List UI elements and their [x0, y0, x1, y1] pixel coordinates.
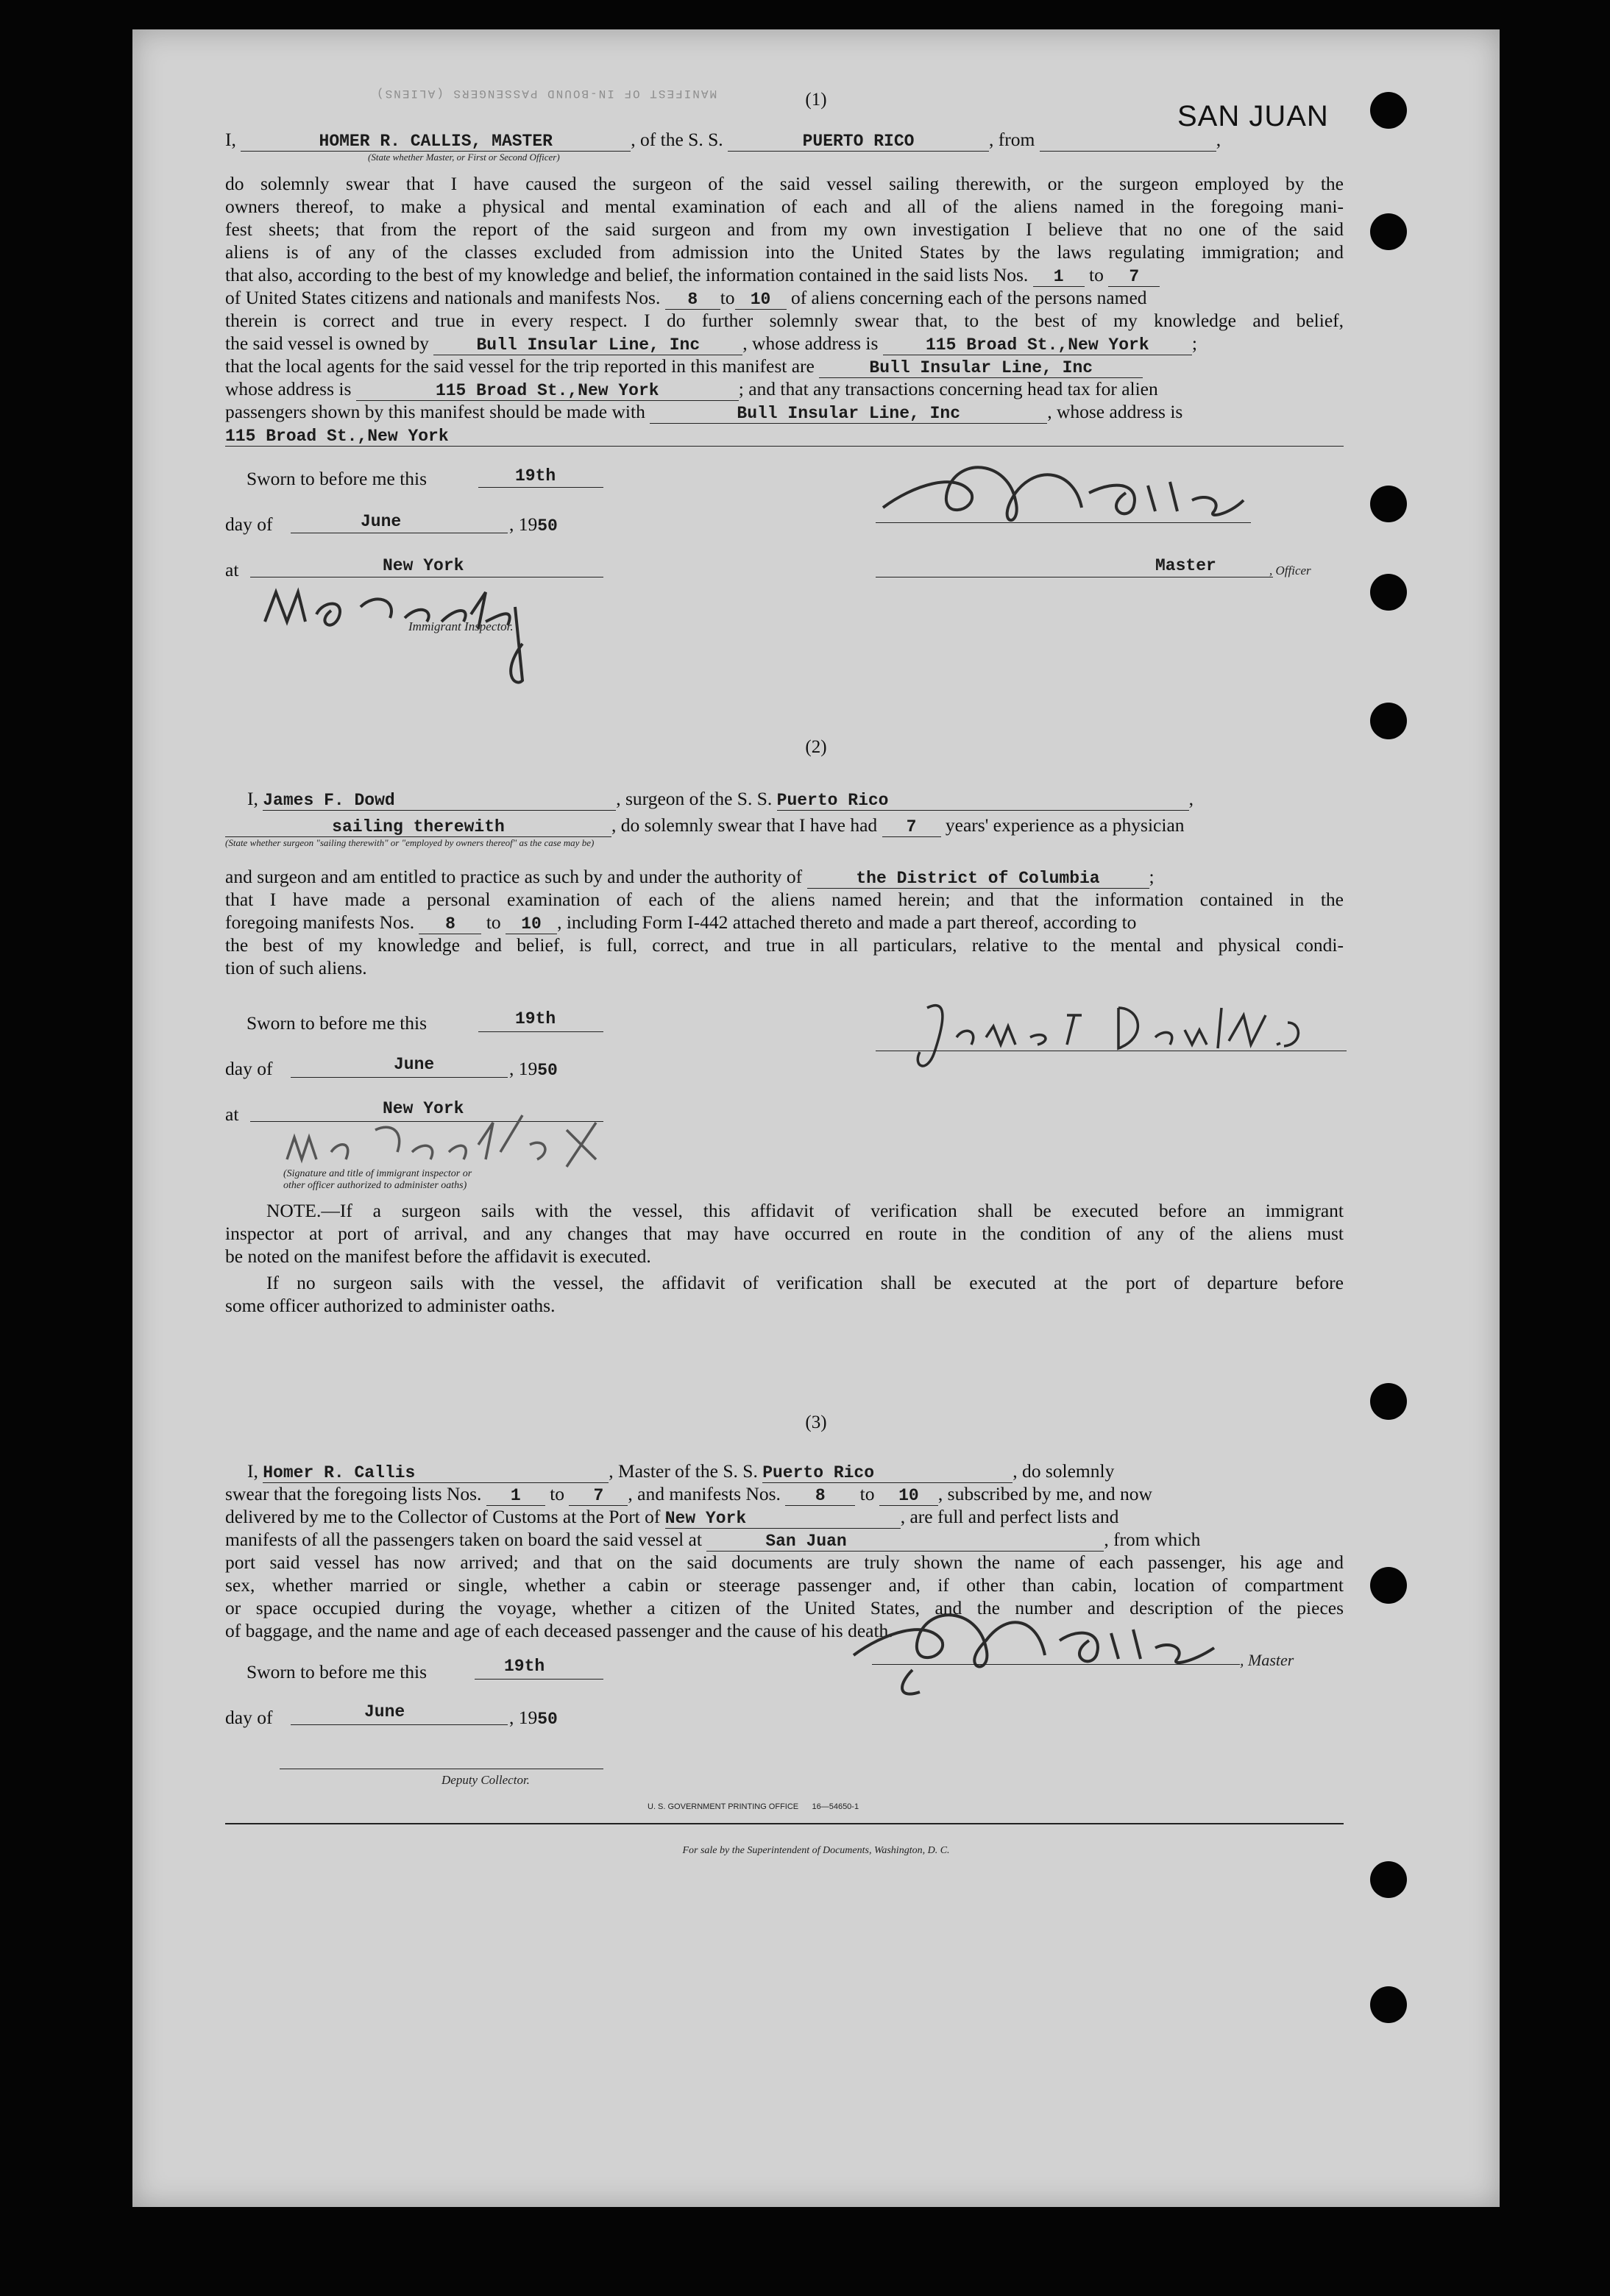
s3-line-3: delivered by me to the Collector of Customs at the Port of New York , are full and perfect lists and: [225, 1506, 1119, 1528]
s2-place: New York: [383, 1099, 464, 1118]
s1-lists-from: 1: [1033, 267, 1085, 287]
s2-note-3: be noted on the manifest before the affidavit is executed.: [225, 1245, 651, 1267]
s2-sig-hint-2: other officer authorized to administer oaths): [283, 1180, 467, 1191]
s1-para-3: fest sheets; that from the report of the said surgeon and from my own investigation I believe that no one of the said: [225, 218, 1344, 240]
s2-at-label: at: [225, 1103, 239, 1125]
s1-officer-label: , Officer: [1269, 564, 1311, 577]
s1-owner: Bull Insular Line, Inc: [433, 335, 742, 355]
s1-month: June: [361, 512, 402, 531]
s2-para-4: the best of my knowledge and belief, is full, correct, and true in all particulars, relative to the mental and physical condi-: [225, 934, 1344, 956]
punch-hole-9: [1370, 1986, 1407, 2023]
s1-agents-address: 115 Broad St.,New York: [356, 381, 739, 401]
punch-hole-2: [1370, 213, 1407, 250]
s3-master-name: Homer R. Callis: [263, 1463, 609, 1483]
s1-master-signature: [868, 441, 1310, 544]
s1-day-of-label: day of: [225, 513, 273, 535]
port-stamp: SAN JUAN: [1177, 100, 1329, 132]
s1-place: New York: [383, 556, 464, 575]
s1-headtax-address: 115 Broad St.,New York: [225, 427, 1344, 447]
s2-para-5: tion of such aliens.: [225, 957, 367, 978]
s1-para-7: therein is correct and true in every respect. I do further solemnly swear that, to the best of my knowledge and belief,: [225, 310, 1344, 331]
s1-year: 50: [537, 516, 558, 536]
s2-sig-hint-1: (Signature and title of immigrant inspector or: [283, 1168, 472, 1179]
s2-sworn-day: 19th: [515, 1009, 556, 1028]
punch-hole-6: [1370, 1383, 1407, 1420]
s3-line-4: manifests of all the passengers taken on board the said vessel at San Juan , from which: [225, 1529, 1201, 1551]
s2-note-1: NOTE.—If a surgeon sails with the vessel, this affidavit of verification shall be executed before an immigrant: [266, 1200, 1344, 1221]
faint-header-text: MANIFEST OF IN-BOUND PASSENGERS (ALIENS): [375, 87, 717, 100]
s3-line-2: swear that the foregoing lists Nos. 1 to 7 , and manifests Nos. 8 to 10 , subscribed by me, and now: [225, 1483, 1152, 1505]
s1-para-8: the said vessel is owned by Bull Insular Line, Inc , whose address is 115 Broad St.,New York ;: [225, 333, 1197, 355]
s3-manifests-from: 8: [785, 1486, 855, 1506]
s2-sailing: sailing therewith: [225, 817, 611, 837]
section-1-number: (1): [805, 90, 827, 110]
s3-lists-to: 7: [569, 1486, 628, 1506]
s2-inspector-signature: [272, 1101, 625, 1181]
s1-manifests-from: 8: [665, 290, 720, 310]
s3-line-1: I, Homer R. Callis , Master of the S. S. Puerto Rico , do solemnly: [247, 1460, 1115, 1482]
s1-officer-title: Master: [1155, 556, 1216, 575]
s3-master-label: , Master: [1240, 1651, 1294, 1669]
s3-sworn-label: Sworn to before me this: [247, 1661, 428, 1682]
s1-owner-address: 115 Broad St.,New York: [883, 335, 1192, 355]
s3-ship-name: Puerto Rico: [762, 1463, 1013, 1483]
s3-lists-from: 1: [486, 1486, 545, 1506]
s2-para-3: foregoing manifests Nos. 8 to 10 , including Form I-442 attached thereto and made a part thereof, according to: [225, 911, 1137, 934]
s1-sworn-label: Sworn to before me this: [247, 468, 428, 489]
s3-deputy-label: Deputy Collector.: [441, 1773, 530, 1787]
s2-para-1: and surgeon and am entitled to practice as such by and under the authority of the District of Columbia ;: [225, 866, 1155, 888]
s1-inspector-signature: [250, 577, 603, 695]
s1-master-name: HOMER R. CALLIS, MASTER: [241, 132, 631, 152]
s2-para-2: that I have made a personal examination of each of the aliens named herein; and that the information contained in the: [225, 889, 1344, 910]
s2-note-4: If no surgeon sails with the vessel, the affidavit of verification shall be executed at the port of departure before: [266, 1272, 1344, 1293]
s1-para-10: whose address is 115 Broad St.,New York ; and that any transactions concerning head tax for alien: [225, 378, 1158, 400]
s3-master-signature: [839, 1589, 1251, 1699]
s1-sworn-day: 19th: [515, 466, 556, 486]
punch-hole-3: [1370, 486, 1407, 522]
s1-para-2: owners thereof, to make a physical and mental examination of each and all of the aliens named in the foregoing mani-: [225, 196, 1344, 217]
s1-lists-to: 7: [1108, 267, 1160, 287]
s2-years: 7: [882, 817, 941, 837]
s1-master-hint: (State whether Master, or First or Second Officer): [368, 152, 560, 163]
s3-para-6: sex, whether married or single, whether a cabin or steerage passenger and, if other than cabin, location of compartment: [225, 1574, 1344, 1596]
s3-day-of-label: day of: [225, 1707, 273, 1728]
s3-port: New York: [665, 1509, 901, 1529]
s2-surgeon-signature: [898, 986, 1310, 1089]
s2-line-2: sailing therewith , do solemnly swear that I have had 7 years' experience as a physician: [225, 814, 1344, 837]
s2-manifests-from: 8: [419, 914, 481, 934]
s1-from-blank: [1040, 132, 1216, 152]
s1-para-5: that also, according to the best of my knowledge and belief, the information contained in the said lists Nos. 1 to 7: [225, 263, 1344, 287]
s3-month: June: [364, 1702, 405, 1721]
s3-year: 50: [537, 1710, 558, 1729]
sale-line: For sale by the Superintendent of Documents, Washington, D. C.: [682, 1845, 950, 1856]
punch-hole-5: [1370, 703, 1407, 739]
s1-line-1: I, HOMER R. CALLIS, MASTER , of the S. S. PUERTO RICO , from ,: [225, 129, 1221, 151]
s1-ship-name: PUERTO RICO: [728, 132, 989, 152]
s1-agents: Bull Insular Line, Inc: [819, 358, 1143, 378]
s3-para-5: port said vessel has now arrived; and that on the said documents are truly shown the name of each passenger, his age and: [225, 1552, 1344, 1573]
punch-hole-7: [1370, 1567, 1407, 1604]
s1-para-6: of United States citizens and nationals and manifests Nos. 8 to 10 of aliens concerning each of the persons named: [225, 287, 1147, 309]
s2-surgeon-name: James F. Dowd: [263, 791, 616, 811]
punch-hole-1: [1370, 92, 1407, 129]
s3-manifests-to: 10: [879, 1486, 938, 1506]
s1-headtax-party: Bull Insular Line, Inc: [650, 404, 1047, 424]
punch-hole-8: [1370, 1861, 1407, 1898]
s2-month: June: [394, 1055, 435, 1074]
s1-manifests-to: 10: [735, 290, 787, 310]
manifest-page: MANIFEST OF IN-BOUND PASSENGERS (ALIENS) SAN JUAN (1) I, HOMER R. CALLIS, MASTER , of the S. S. PUERTO RICO , from , (State whether Master, or First or Second Officer) do solemnly swear that I have caused the surgeon of the said vessel sailing therewith, or the surgeon employed by the owners thereof, to make a physical and mental examination of each and all of the aliens named in the foregoing mani- fest sheets; that from the report of the said surgeon and from my own investigation I believe that no one of the said aliens is of any of the classes excluded from admission into the United States by the laws regulating immigration; and that also, according to the best of my knowledge and belief, the information contained in the said lists Nos. 1 to 7 of United States citizens and nationals and manifests Nos. 8 to 10 of aliens concerning each of the persons named therein is correct and true in every respect. I do further solemnly swear that, to the best of my knowledge and belief, the said vessel is owned by Bull Insular Line, Inc , whose address is 115 Broad St.,New York ; that the local agents for the said vessel for the trip reported in this manifest are Bull Insular Line, Inc whose address is 115 Broad St.,New York ; and that any transactions concerning head tax for alien passengers shown by this manifest should be made with Bull Insular Line, Inc , whose address is 115 Broad St.,New York Sworn to before me this 19th day of June , 1950 at New York Immigrant Inspector. Master , Officer (2) I, James F. Dowd , surgeon of the S. S. Puerto Rico , sailing therewith , do solemnly swear that I have had 7 years' experience as a physician (State whether surgeon "sailing therewith" or "employed by owners thereof" as the case may be) and surgeon and am entitled to practice as such by and under the authority of the District of Columbia ; that I have made a personal examination of each of the aliens named herein; and that the information contained in the foregoing manifests Nos. 8 to 10 , including Form I-442 attached thereto and made a part thereof, according to the best of my knowledge and belief, is full, correct, and true in all particulars, relative to the mental and physical condi- tion of such aliens. Sworn to before me this 19th day of June , 1950 at New York (Signature and title of immigrant inspector or other officer authorized to administer oaths) NOTE.—If a surgeon sails with the vessel, this affidavit of verification shall be executed before an immigrant inspector at port of arrival, and any changes that may have occurred en route in the condition of any of the aliens must be noted on the manifest before the affidavit is executed. If no surgeon sails with the vessel, the affidavit of verification shall be executed at the port of departure before some officer authorized to administer oaths. (3) I, Homer R. Callis , Master of the S. S. Puerto Rico , do solemnly swear that the foregoing lists Nos. 1 to 7 , and manifests Nos. 8 to 10 , subscribed by me, and now delivered by me to the Collector of Customs at the Port of New York , are full and perfect lists and manifests of all the passengers taken on board the said vessel at San Juan , from which port said vessel has now arrived; and that on the said documents are truly shown the name of each passenger, his age and sex, whether married or single, whether a cabin or steerage passenger and, if other than cabin, location of compartment or space occupied during the voyage, whether a citizen of the United States, and the number and description of the pieces of baggage, and the name and age of each deceased passenger and the cause of his death. , Master Sworn to before me this 19th day of June , 1950 Deputy Collector. U. S. GOVERNMENT PRINTING OFFICE 16—54650-1 For sale by the Superintendent of Documents, Washington, D. C.: [132, 29, 1500, 2207]
s3-origin: San Juan: [706, 1532, 1104, 1552]
s1-para-1: do solemnly swear that I have caused the surgeon of the said vessel sailing therewith, or the surgeon employed by the: [225, 173, 1344, 194]
punch-hole-4: [1370, 574, 1407, 611]
s2-day-of-label: day of: [225, 1058, 273, 1079]
s1-at-label: at: [225, 559, 239, 580]
s2-note-5: some officer authorized to administer oaths.: [225, 1295, 556, 1316]
s2-sworn-label: Sworn to before me this: [247, 1012, 428, 1034]
s2-manifests-to: 10: [506, 914, 557, 934]
s1-inspector-label: Immigrant Inspector.: [408, 619, 514, 633]
s2-ship-name: Puerto Rico: [777, 791, 1189, 811]
s2-hint: (State whether surgeon "sailing therewith" or "employed by owners thereof" as the case may be): [225, 837, 595, 848]
s3-para-7: or space occupied during the voyage, whether a citizen of the United States, and the number and description of the pieces: [225, 1597, 1344, 1618]
s2-year: 50: [537, 1061, 558, 1080]
s2-authority: the District of Columbia: [807, 869, 1149, 889]
section-3-number: (3): [805, 1412, 827, 1432]
s2-line-1: I, James F. Dowd , surgeon of the S. S. Puerto Rico ,: [247, 788, 1194, 810]
s1-para-11: passengers shown by this manifest should be made with Bull Insular Line, Inc , whose address is: [225, 401, 1183, 423]
s1-para-9: that the local agents for the said vessel for the trip reported in this manifest are Bull Insular Line, Inc: [225, 355, 1344, 378]
s3-para-8: of baggage, and the name and age of each deceased passenger and the cause of his death.: [225, 1620, 893, 1641]
s1-para-4: aliens is of any of the classes excluded from admission into the United States by the laws regulating immigration; and: [225, 241, 1344, 263]
gpo-line: U. S. GOVERNMENT PRINTING OFFICE 16—54650-1: [648, 1802, 859, 1811]
section-2-number: (2): [805, 737, 827, 757]
s3-sworn-day: 19th: [504, 1657, 545, 1676]
s2-note-2: inspector at port of arrival, and any changes that may have occurred en route in the condition of any of the aliens must: [225, 1223, 1344, 1244]
